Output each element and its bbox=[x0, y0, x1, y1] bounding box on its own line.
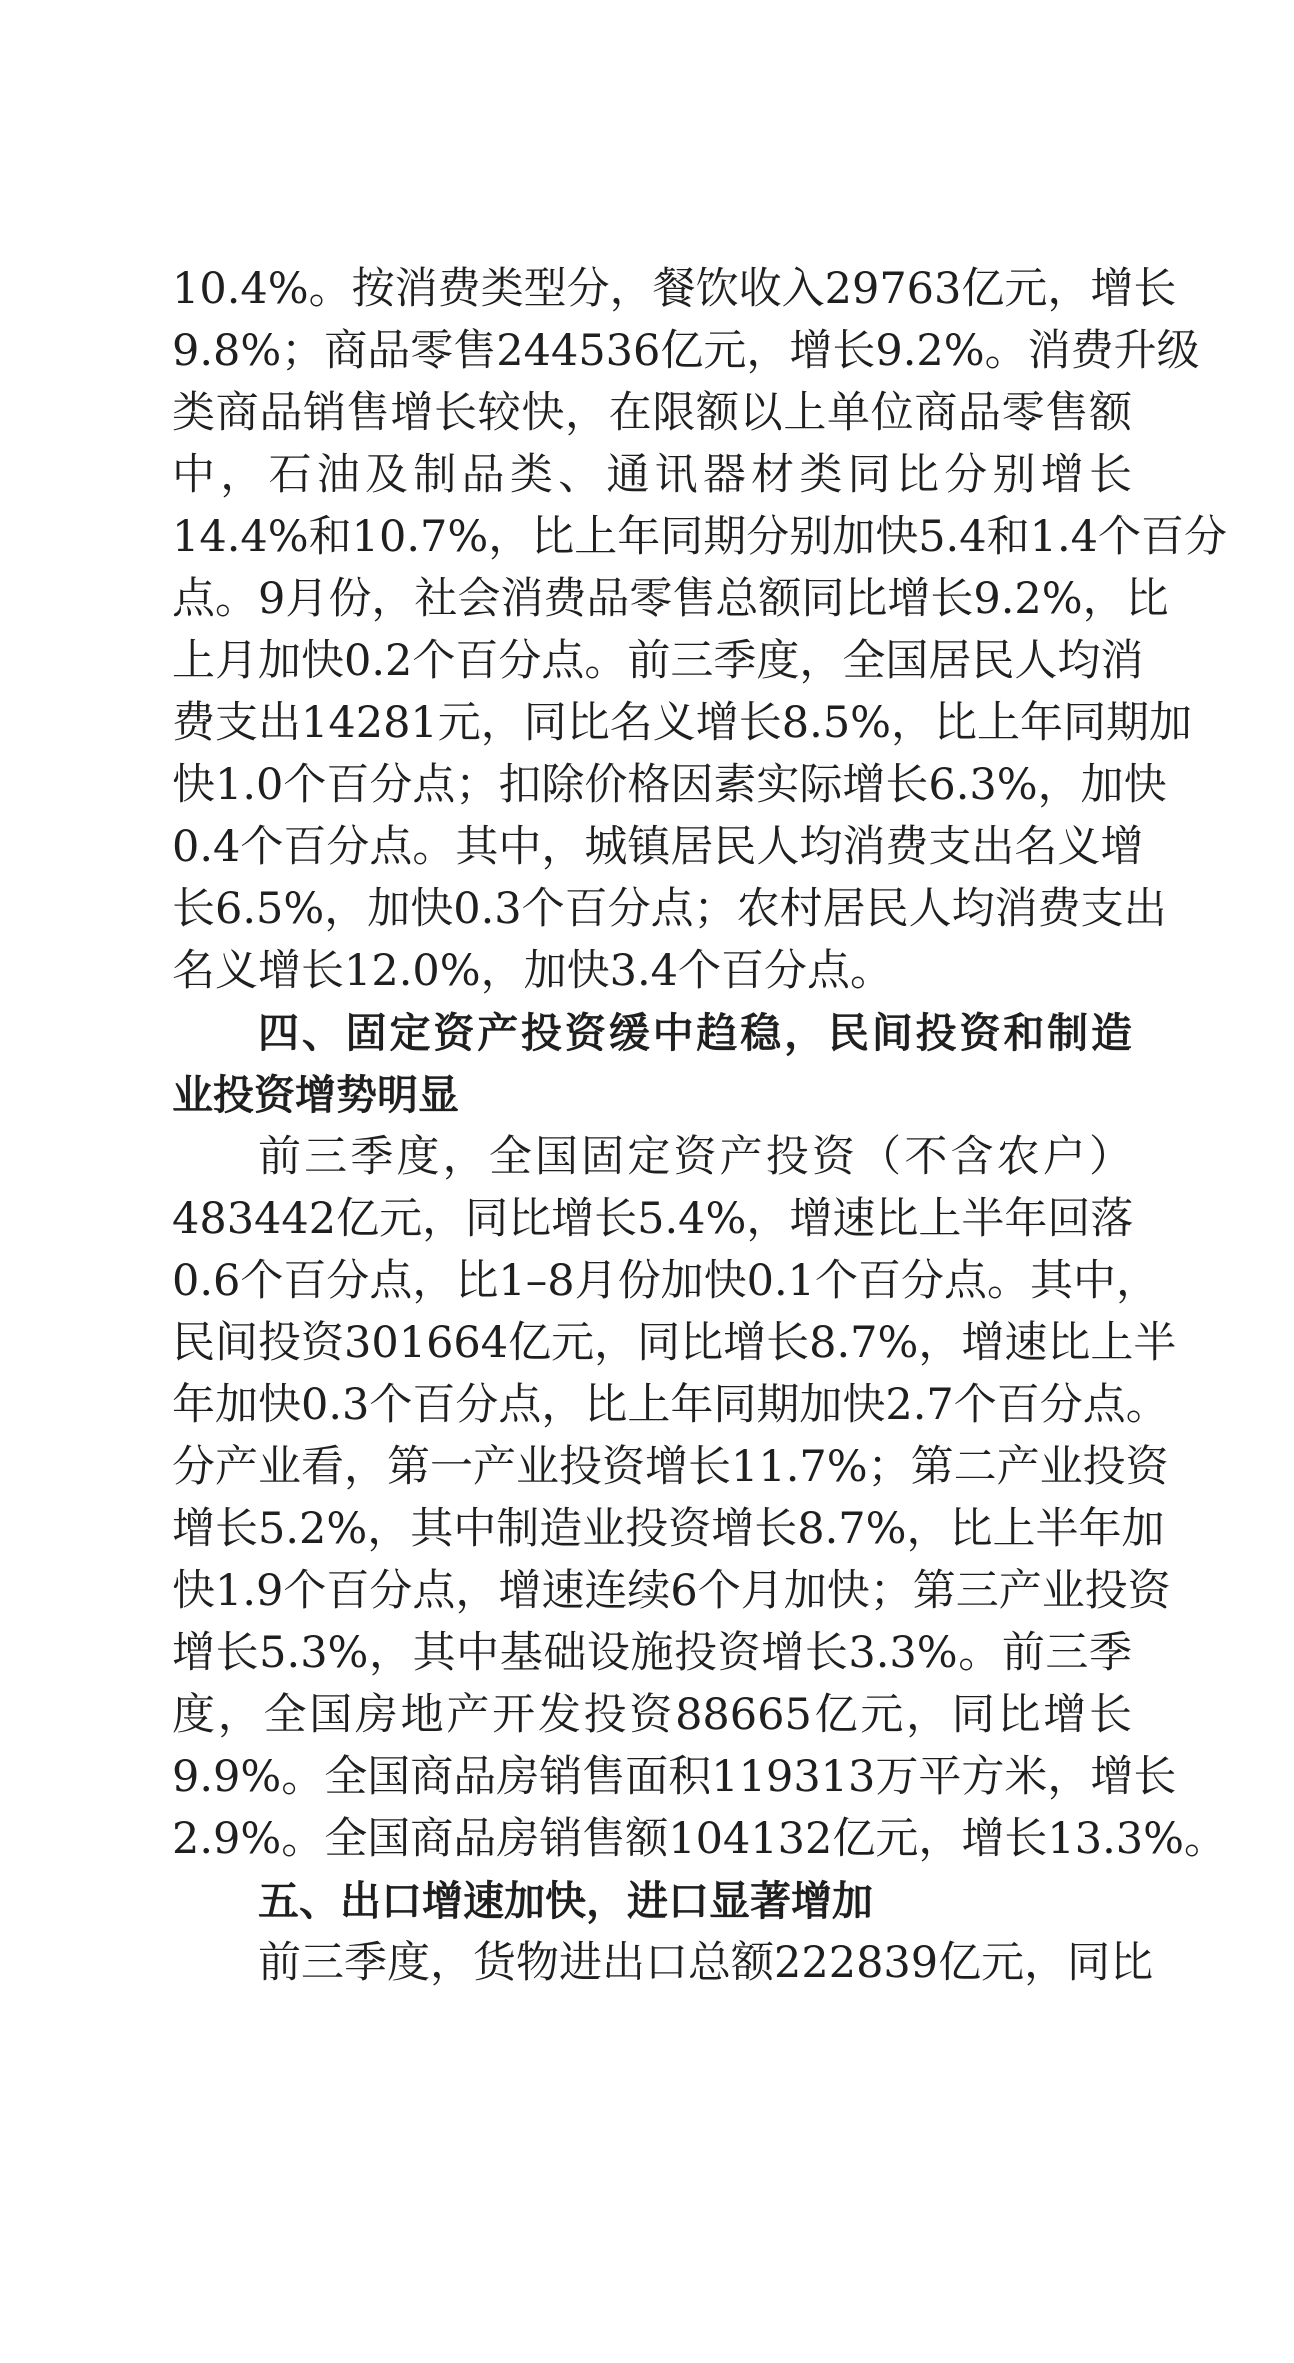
text-line: 快1.0个百分点；扣除价格因素实际增长6.3%，加快 bbox=[172, 760, 1167, 810]
text-line: 中，石油及制品类、通讯器材类同比分别增长 bbox=[172, 450, 1132, 500]
text-line: 14.4%和10.7%，比上年同期分别加快5.4和1.4个百分 bbox=[172, 512, 1227, 562]
section-heading-5: 五、出口增速加快，进口显著增加 bbox=[258, 1877, 873, 1925]
text-line: 分产业看，第一产业投资增长11.7%；第二产业投资 bbox=[172, 1442, 1169, 1492]
text-line: 度，全国房地产开发投资88665亿元，同比增长 bbox=[172, 1690, 1132, 1740]
body-text bbox=[172, 258, 1227, 1994]
text-line: 增长5.2%，其中制造业投资增长8.7%，比上半年加 bbox=[172, 1504, 1165, 1554]
text-line: 民间投资301664亿元，同比增长8.7%，增速比上半 bbox=[172, 1318, 1177, 1368]
text-line: 0.6个百分点，比1–8月份加快0.1个百分点。其中， bbox=[172, 1256, 1159, 1306]
text-line: 0.4个百分点。其中，城镇居民人均消费支出名义增 bbox=[172, 822, 1144, 872]
text-line: 9.9%。全国商品房销售面积119313万平方米，增长 bbox=[172, 1752, 1177, 1802]
text-line: 名义增长12.0%，加快3.4个百分点。 bbox=[172, 946, 893, 996]
text-line: 费支出14281元，同比名义增长8.5%，比上年同期加 bbox=[172, 698, 1193, 748]
paragraph-start: 前三季度，货物进出口总额222839亿元，同比 bbox=[258, 1938, 1154, 1988]
text-line: 增长5.3%，其中基础设施投资增长3.3%。前三季 bbox=[172, 1628, 1132, 1678]
text-line: 9.8%；商品零售244536亿元，增长9.2%。消费升级 bbox=[172, 326, 1200, 376]
text-line: 长6.5%，加快0.3个百分点；农村居民人均消费支出 bbox=[172, 884, 1167, 934]
text-line: 10.4%。按消费类型分，餐饮收入29763亿元，增长 bbox=[172, 264, 1177, 314]
text-line: 点。9月份，社会消费品零售总额同比增长9.2%，比 bbox=[172, 574, 1169, 624]
text-line: 快1.9个百分点，增速连续6个月加快；第三产业投资 bbox=[172, 1566, 1171, 1616]
section-heading-4: 四、固定资产投资缓中趋稳，民间投资和制造 bbox=[258, 1009, 1132, 1057]
text-line: 类商品销售增长较快，在限额以上单位商品零售额 bbox=[172, 388, 1132, 438]
text-line: 上月加快0.2个百分点。前三季度，全国居民人均消 bbox=[172, 636, 1144, 686]
paragraph-start: 前三季度，全国固定资产投资（不含农户） bbox=[258, 1132, 1132, 1182]
text-line: 2.9%。全国商品房销售额104132亿元，增长13.3%。 bbox=[172, 1814, 1227, 1864]
text-line: 年加快0.3个百分点，比上年同期加快2.7个百分点。 bbox=[172, 1380, 1169, 1430]
section-heading-4-cont: 业投资增势明显 bbox=[172, 1071, 459, 1119]
text-line: 483442亿元，同比增长5.4%，增速比上半年回落 bbox=[172, 1194, 1134, 1244]
